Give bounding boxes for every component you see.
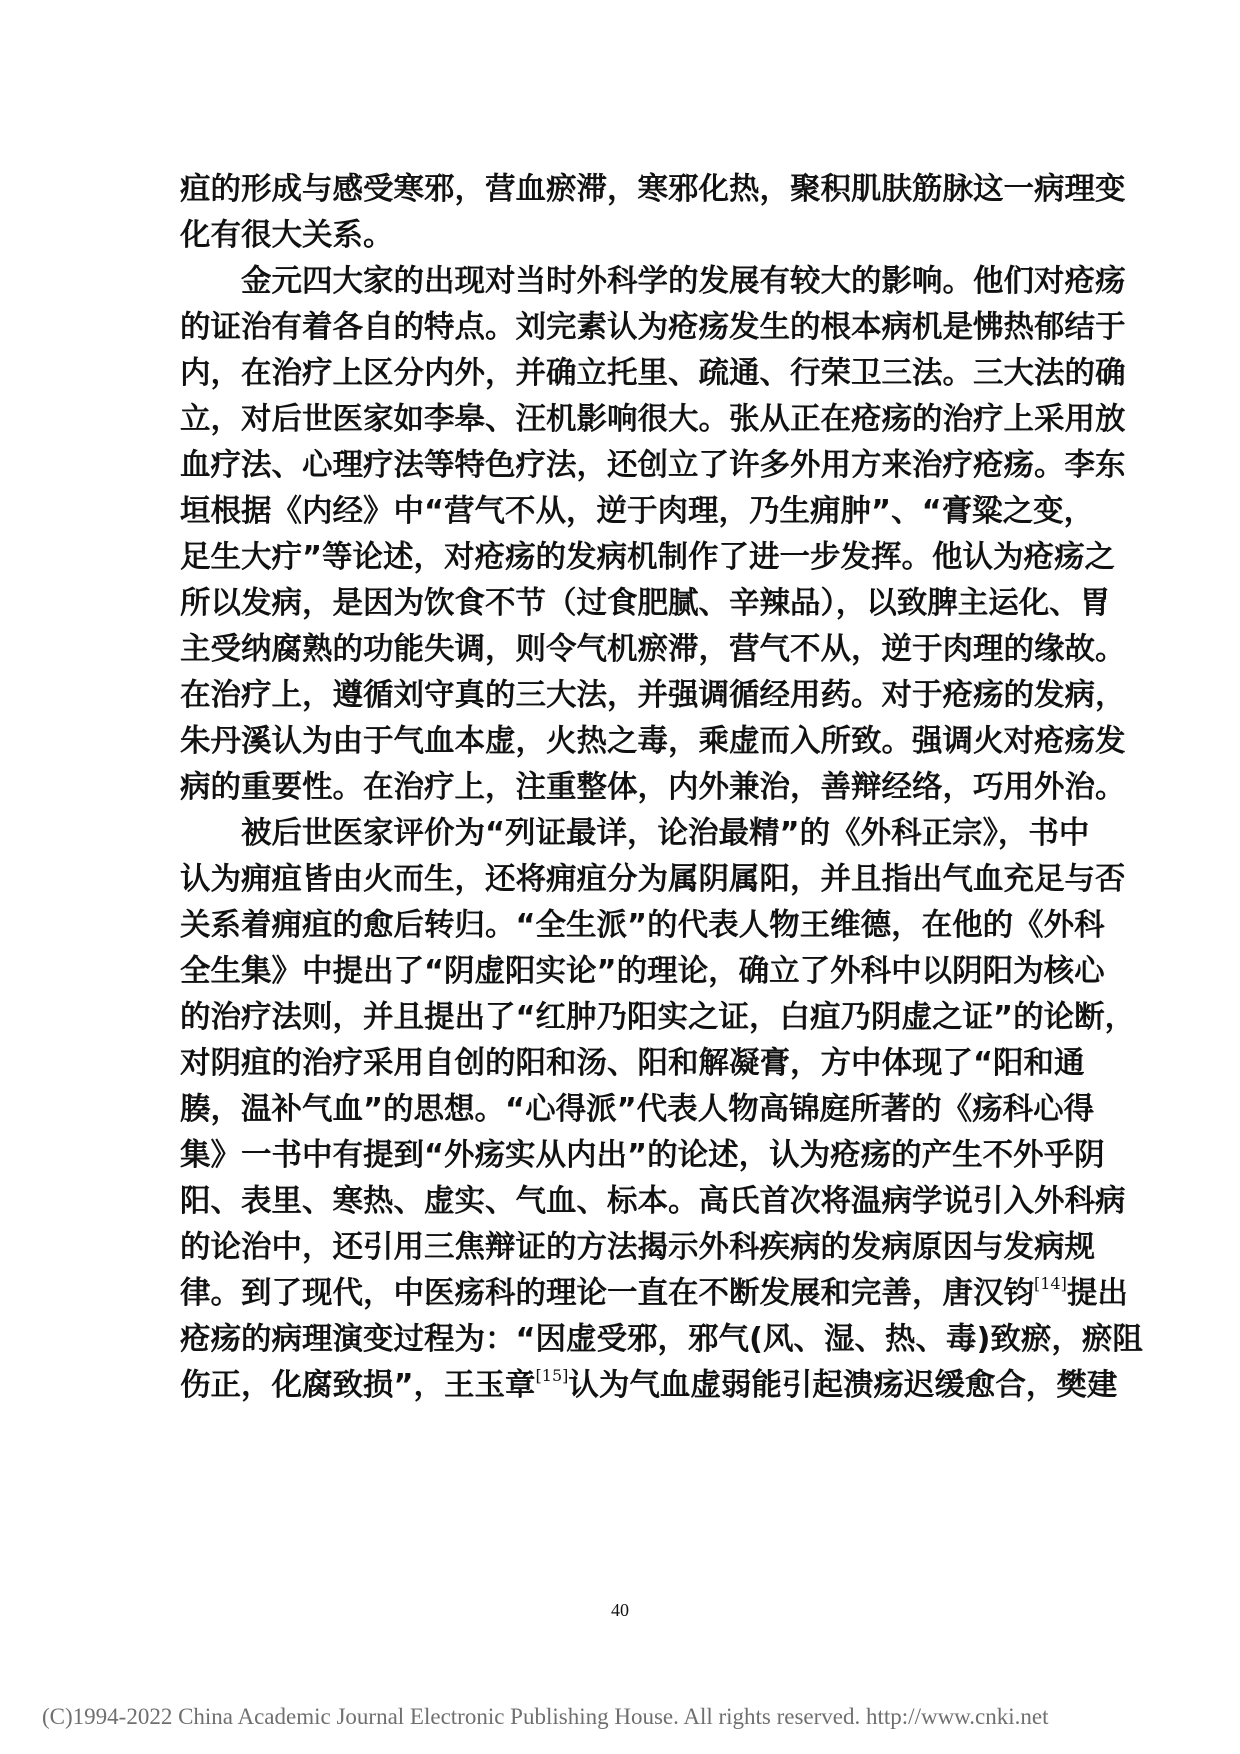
text-line: 在治疗上，遵循刘守真的三大法，并强调循经用药。对于疮疡的发病， bbox=[180, 678, 1126, 713]
text-line: 的证治有着各自的特点。刘完素认为疮疡发生的根本病机是怫热郁结于 bbox=[180, 310, 1126, 345]
text-line: 所以发病，是因为饮食不节（过食肥腻、辛辣品），以致脾主运化、胃 bbox=[180, 586, 1111, 621]
text-line: 主受纳腐熟的功能失调，则令气机瘀滞，营气不从，逆于肉理的缘故。 bbox=[180, 632, 1126, 667]
text-line: 的治疗法则，并且提出了“红肿乃阳实之证，白疽乃阴虚之证”的论断， bbox=[180, 1000, 1136, 1035]
line-segment: 伤正，化腐致损”，王玉章 bbox=[180, 1368, 536, 1403]
text-line: 被后世医家评价为“列证最详，论治最精”的《外科正宗》，书中 bbox=[241, 816, 1090, 851]
text-line bbox=[180, 1274, 1128, 1314]
copyright-notice: (C)1994-2022 China Academic Journal Electronic Publishing House. All rights reserved. http://www.cnki.net bbox=[42, 1704, 1049, 1729]
text-line: 关系着痈疽的愈后转归。“全生派”的代表人物王维德，在他的《外科 bbox=[180, 908, 1105, 943]
text-line bbox=[180, 1366, 1117, 1406]
text-line: 疮疡的病理演变过程为：“因虚受邪，邪气(风、湿、热、毒)致瘀，瘀阻 bbox=[180, 1322, 1143, 1357]
text-line: 疽的形成与感受寒邪，营血瘀滞，寒邪化热，聚积肌肤筋脉这一病理变 bbox=[180, 172, 1126, 207]
text-line: 垣根据《内经》中“营气不从，逆于肉理，乃生痈肿”、“膏粱之变， bbox=[180, 494, 1095, 529]
text-line: 对阴疽的治疗采用自创的阳和汤、阳和解凝膏，方中体现了“阳和通 bbox=[180, 1046, 1085, 1081]
text-line: 腠，温补气血”的思想。“心得派”代表人物高锦庭所著的《疡科心得 bbox=[180, 1092, 1095, 1127]
text-line: 病的重要性。在治疗上，注重整体，内外兼治，善辩经络，巧用外治。 bbox=[180, 770, 1126, 805]
text-line: 立，对后世医家如李皋、汪机影响很大。张从正在疮疡的治疗上采用放 bbox=[180, 402, 1126, 437]
text-line: 的论治中，还引用三焦辩证的方法揭示外科疾病的发病原因与发病规 bbox=[180, 1230, 1095, 1265]
text-line: 朱丹溪认为由于气血本虚，火热之毒，乘虚而入所致。强调火对疮疡发 bbox=[180, 724, 1126, 759]
text-line: 阳、表里、寒热、虚实、气血、标本。高氏首次将温病学说引入外科病 bbox=[180, 1184, 1126, 1219]
citation-reference[interactable]: [14] bbox=[1034, 1274, 1067, 1293]
text-line: 足生大疔”等论述，对疮疡的发病机制作了进一步发挥。他认为疮疡之 bbox=[180, 540, 1116, 575]
text-line: 内，在治疗上区分内外，并确立托里、疏通、行荣卫三法。三大法的确 bbox=[180, 356, 1126, 391]
text-line: 全生集》中提出了“阴虚阳实论”的理论，确立了外科中以阴阳为核心 bbox=[180, 954, 1105, 989]
citation-reference[interactable]: [15] bbox=[535, 1366, 569, 1385]
line-segment: 提出 bbox=[1066, 1276, 1128, 1311]
text-line: 认为痈疽皆由火而生，还将痈疽分为属阴属阳，并且指出气血充足与否 bbox=[180, 862, 1126, 897]
line-segment: 认为气血虚弱能引起溃疡迟缓愈合，樊建 bbox=[568, 1368, 1118, 1403]
text-line: 化有很大关系。 bbox=[180, 218, 394, 253]
page-number: 40 bbox=[611, 1600, 629, 1620]
text-line: 血疗法、心理疗法等特色疗法，还创立了许多外用方来治疗疮疡。李东 bbox=[180, 448, 1126, 483]
text-line: 集》一书中有提到“外疡实从内出”的论述，认为疮疡的产生不外乎阴 bbox=[180, 1138, 1105, 1173]
text-line: 金元四大家的出现对当时外科学的发展有较大的影响。他们对疮疡 bbox=[241, 264, 1126, 299]
line-segment: 律。到了现代，中医疡科的理论一直在不断发展和完善，唐汉钧 bbox=[180, 1276, 1034, 1311]
